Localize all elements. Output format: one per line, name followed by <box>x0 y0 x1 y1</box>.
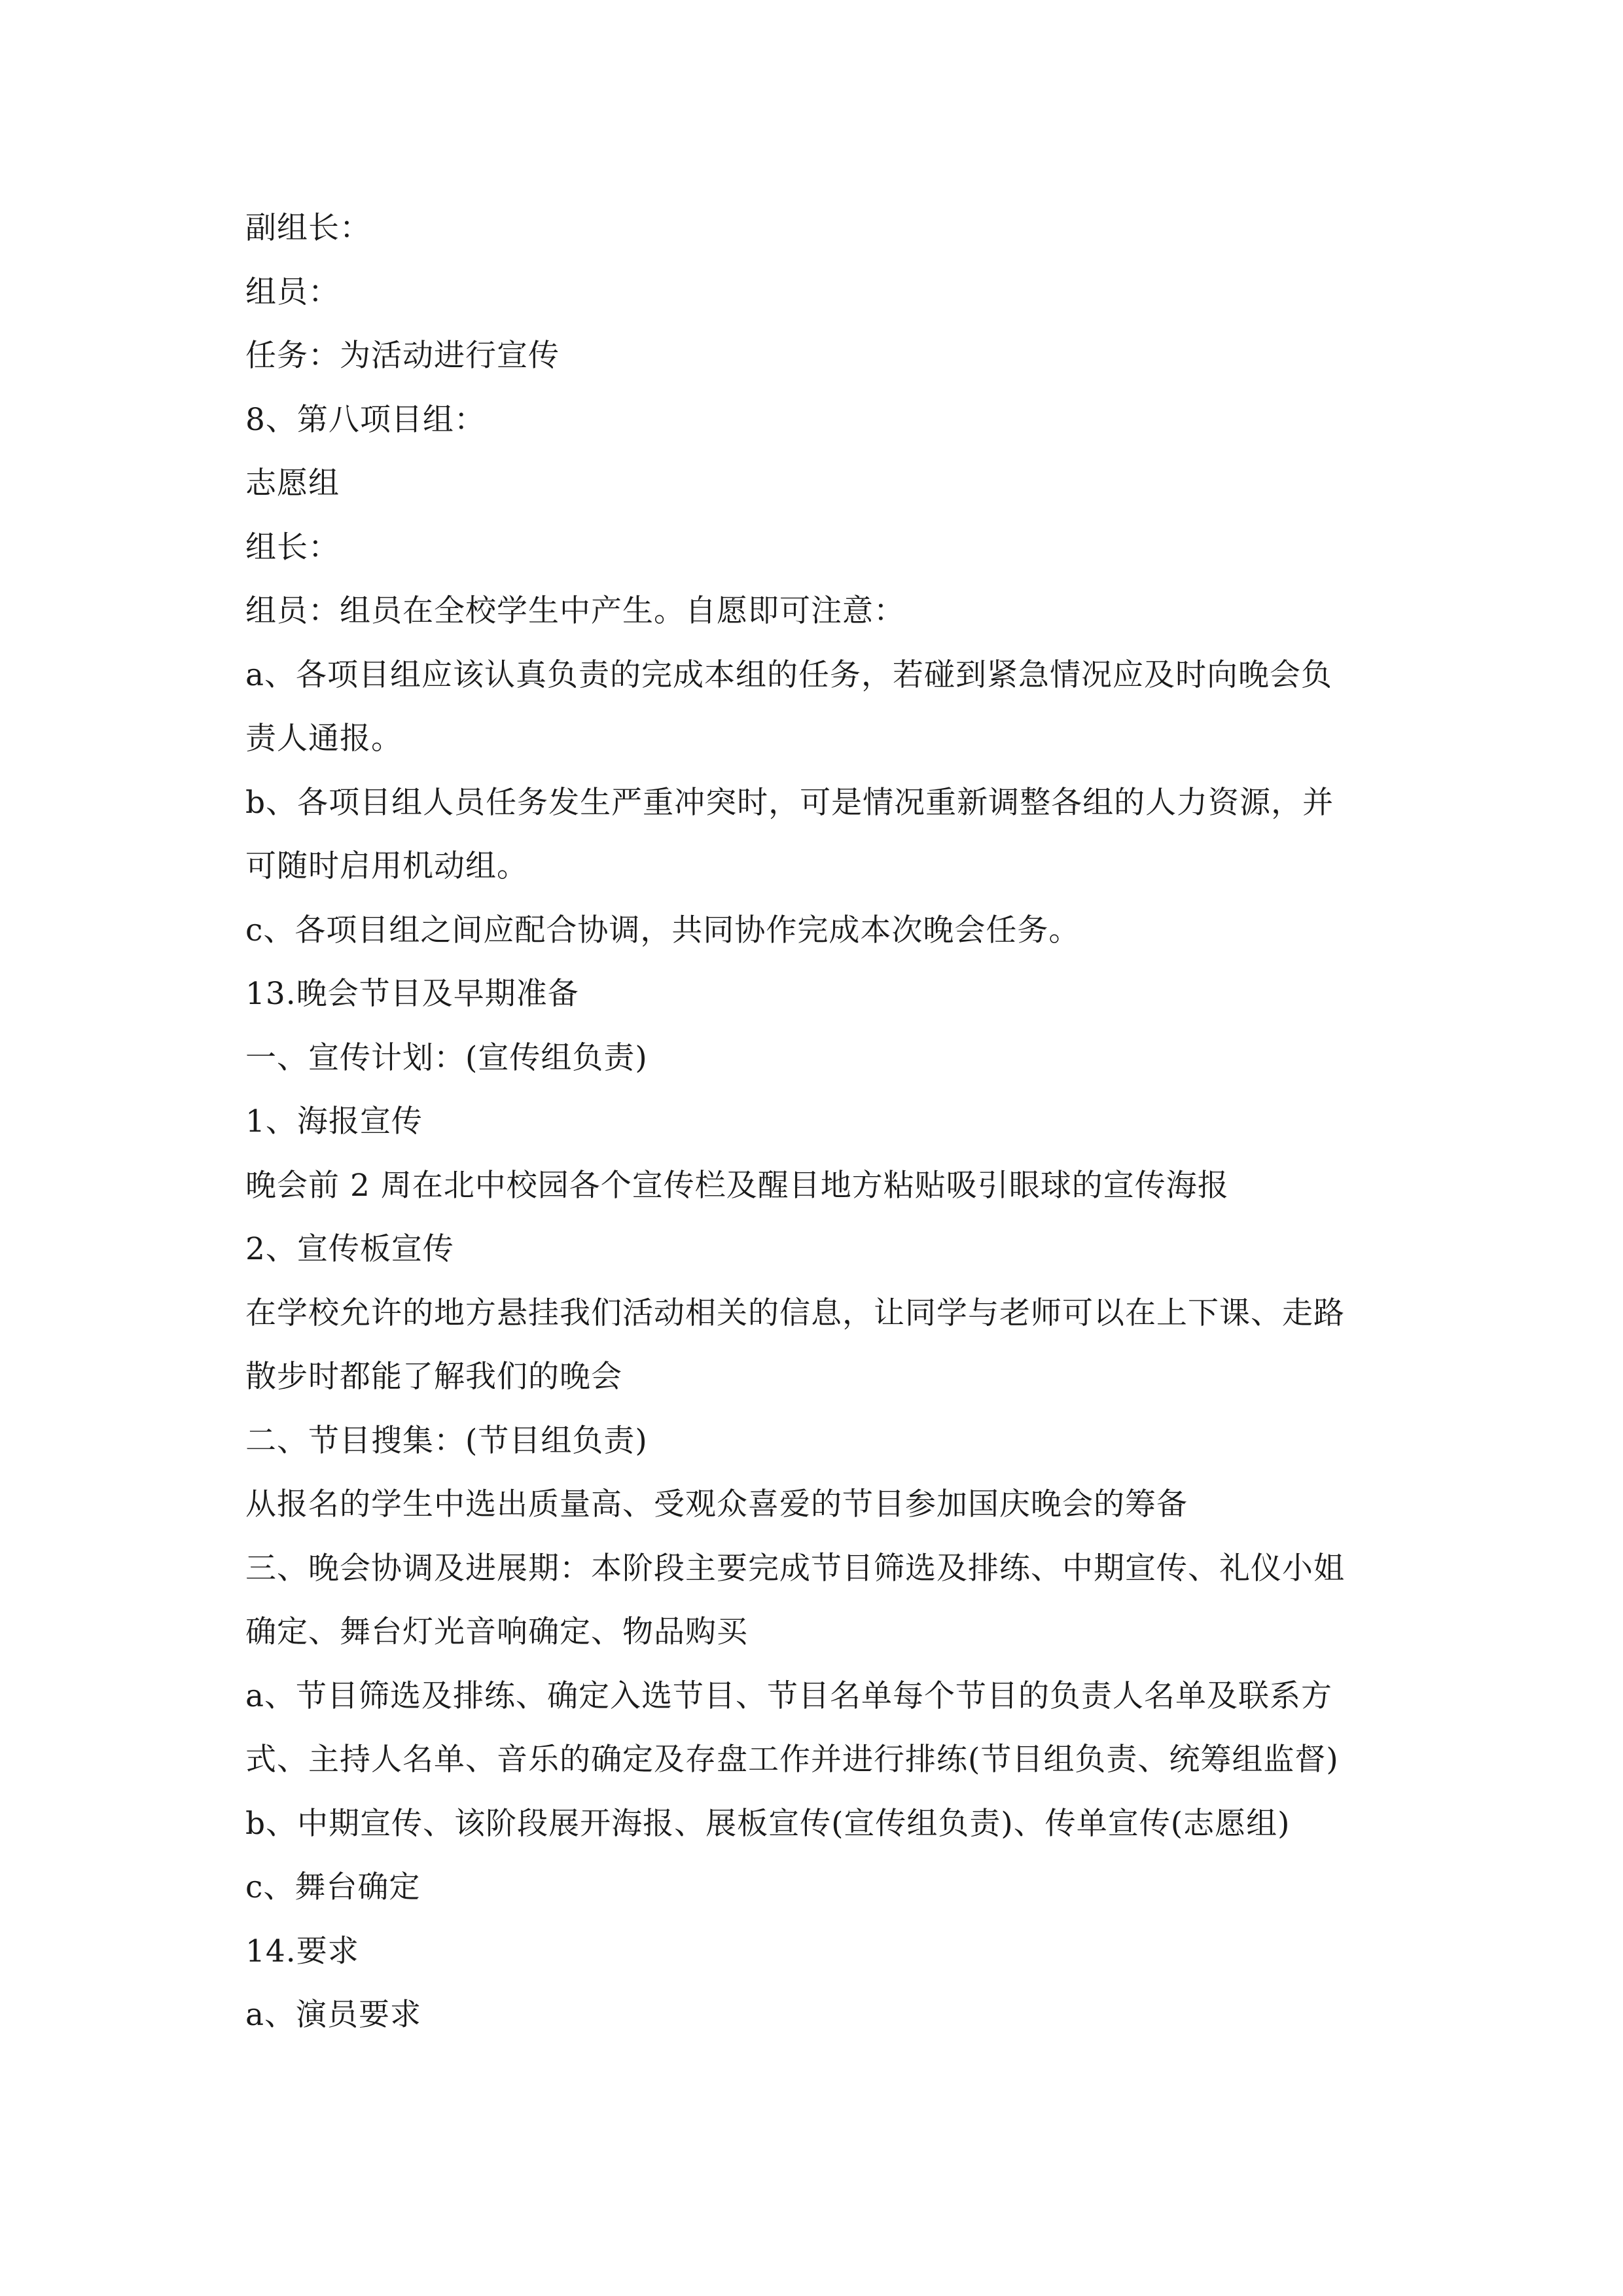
text-line: 13.晚会节目及早期准备 <box>245 976 579 1012</box>
text-line: 组长： <box>245 529 340 565</box>
text-line: 14.要求 <box>245 1933 359 1969</box>
text-line: a、节目筛选及排练、确定入选节目、节目名单每个节目的负责人名单及联系方 <box>245 1677 1333 1714</box>
text-line: 1、海报宣传 <box>245 1103 423 1139</box>
text-line: 确定、舞台灯光音响确定、物品购买 <box>245 1614 748 1650</box>
text-line: 责人通报。 <box>245 721 402 757</box>
text-line: 式、主持人名单、音乐的确定及存盘工作并进行排练(节目组负责、统筹组监督) <box>245 1742 1339 1778</box>
text-line: a、演员要求 <box>245 1997 422 2033</box>
text-line: 组员：组员在全校学生中产生。自愿即可注意： <box>245 593 905 629</box>
text-line: 志愿组 <box>245 465 340 501</box>
text-line: 散步时都能了解我们的晚会 <box>245 1359 622 1395</box>
text-line: 三、晚会协调及进展期：本阶段主要完成节目筛选及排练、中期宣传、礼仪小姐 <box>245 1550 1345 1587</box>
text-line: 8、第八项目组： <box>245 401 486 438</box>
text-line: 组员： <box>245 274 340 310</box>
text-line: 在学校允许的地方悬挂我们活动相关的信息，让同学与老师可以在上下课、走路 <box>245 1295 1345 1331</box>
text-line: a、各项目组应该认真负责的完成本组的任务，若碰到紧急情况应及时向晚会负 <box>245 656 1333 693</box>
text-line: 2、宣传板宣传 <box>245 1231 454 1267</box>
text-line: 晚会前 2 周在北中校园各个宣传栏及醒目地方粘贴吸引眼球的宣传海报 <box>245 1167 1229 1204</box>
text-line: c、舞台确定 <box>245 1869 421 1905</box>
text-line: b、中期宣传、该阶段展开海报、展板宣传(宣传组负责)、传单宣传(志愿组) <box>245 1805 1291 1842</box>
text-line: 任务：为活动进行宣传 <box>245 338 560 374</box>
text-line: 可随时启用机动组。 <box>245 848 528 884</box>
text-line: b、各项目组人员任务发生严重冲突时，可是情况重新调整各组的人力资源，并 <box>245 784 1334 821</box>
document-body <box>245 196 1404 2047</box>
text-line: c、各项目组之间应配合协调，共同协作完成本次晚会任务。 <box>245 912 1080 948</box>
text-line: 二、节目搜集：(节目组负责) <box>245 1422 648 1459</box>
text-line: 副组长： <box>245 210 371 246</box>
text-line: 从报名的学生中选出质量高、受观众喜爱的节目参加国庆晚会的筹备 <box>245 1486 1188 1522</box>
text-line: 一、宣传计划：(宣传组负责) <box>245 1039 648 1076</box>
